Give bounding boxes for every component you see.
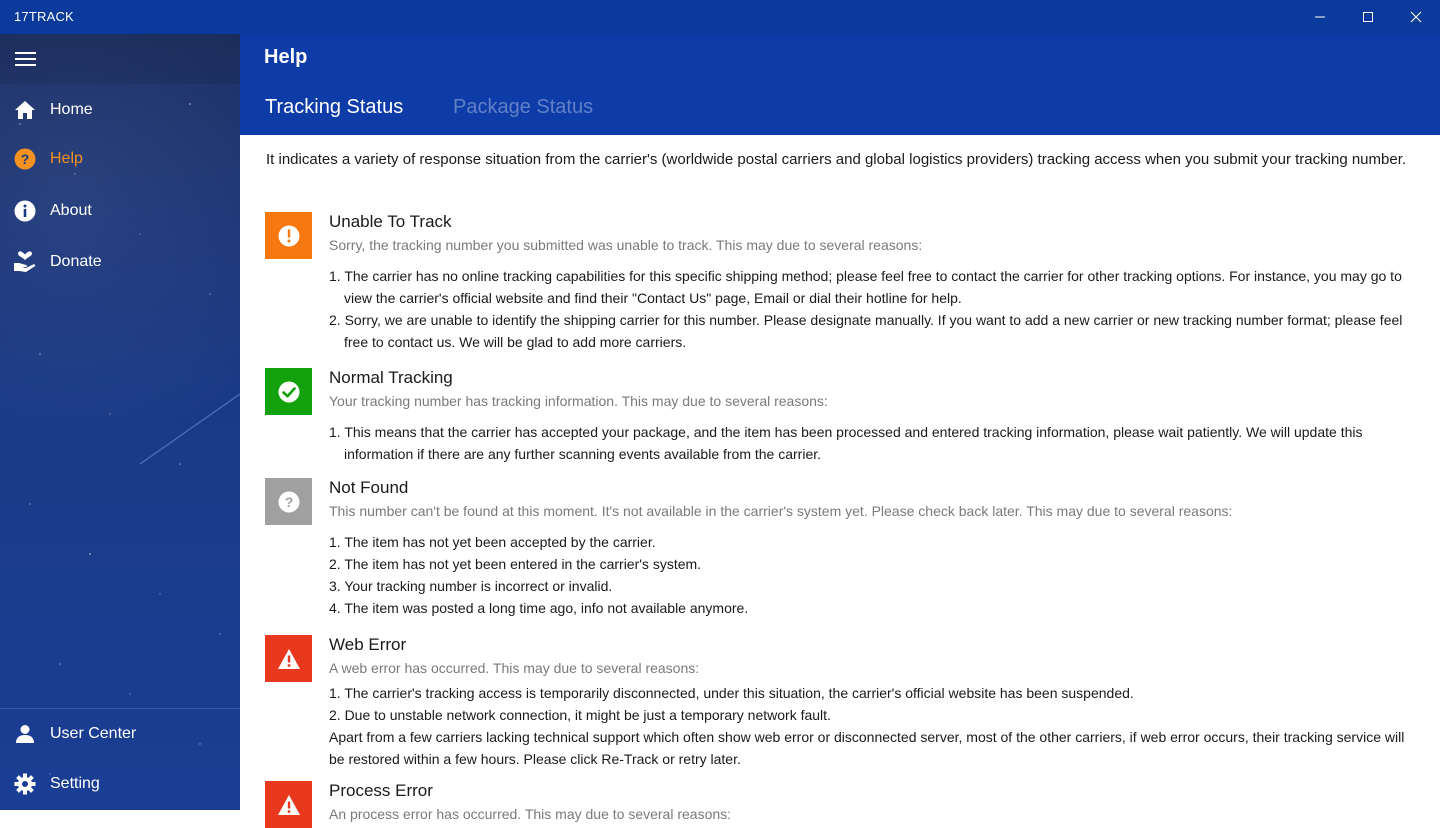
close-icon <box>1410 11 1422 23</box>
exclamation-icon <box>265 212 312 259</box>
question-icon <box>265 478 312 525</box>
donate-icon <box>12 249 38 275</box>
section-note: Apart from a few carriers lacking technical support which often show web error or disconnected server, most of the other carriers, if web error occurs, their tracking service will be restored within a few hours. Please click Re-Track or retry later. <box>329 729 1405 767</box>
list-item: 4. The item was posted a long time ago, info not available anymore. <box>329 600 749 616</box>
home-icon <box>12 97 38 123</box>
svg-text:?: ? <box>284 493 293 510</box>
list-item: 2. The item has not yet been entered in the carrier's system. <box>329 556 702 572</box>
minimize-icon <box>1314 11 1326 23</box>
page-header <box>240 34 1440 135</box>
sidebar <box>0 34 240 810</box>
section-title: Normal Tracking <box>329 368 453 387</box>
sidebar-item-donate[interactable] <box>0 238 240 286</box>
section-subtitle: A web error has occurred. This may due to several reasons: <box>329 660 700 676</box>
sidebar-item-label: About <box>50 202 92 219</box>
sidebar-item-about[interactable] <box>0 187 240 235</box>
close-button[interactable] <box>1392 0 1440 34</box>
warning-icon <box>265 781 312 828</box>
sidebar-item-user-center[interactable] <box>0 710 240 758</box>
section-subtitle: An process error has occurred. This may due to several reasons: <box>329 806 732 822</box>
gear-icon <box>12 771 38 797</box>
tab-package-status[interactable]: Package Status <box>453 96 594 118</box>
title-bar <box>0 0 1440 34</box>
hamburger-menu-button[interactable] <box>0 34 240 84</box>
help-content[interactable] <box>240 135 1440 822</box>
tab-tracking-status[interactable]: Tracking Status <box>265 96 404 118</box>
reason-list <box>329 421 1414 465</box>
list-item: 3. Your tracking number is incorrect or invalid. <box>329 578 613 594</box>
user-icon <box>12 721 38 747</box>
app-title: 17TRACK <box>14 9 74 24</box>
reason-list <box>329 682 1414 726</box>
info-icon <box>12 198 38 224</box>
list-item: 2. Sorry, we are unable to identify the shipping carrier for this number. Please designate manually. If you want to add a new carrier or new tracking number format; please feel free to contact us. We will be glad to add more carriers. <box>329 312 1403 350</box>
maximize-button[interactable] <box>1344 0 1392 34</box>
list-item: 1. This means that the carrier has accepted your package, and the item has been processed and entered tracking information, please wait patiently. We will update this information if there are any further scanning events available from the carrier. <box>329 424 1363 462</box>
sidebar-divider <box>0 708 240 709</box>
sidebar-item-label: Setting <box>50 775 100 792</box>
sidebar-item-label: Help <box>50 150 83 167</box>
list-item: 1. The item has not yet been accepted by the carrier. <box>329 534 656 550</box>
minimize-button[interactable] <box>1296 0 1344 34</box>
page-title: Help <box>264 46 308 68</box>
list-item: 1. The carrier's tracking access is temporarily disconnected, under this situation, the carrier's official website has been suspended. <box>329 685 1134 701</box>
hamburger-icon <box>15 51 37 67</box>
warning-icon <box>265 635 312 682</box>
section-title: Process Error <box>329 781 433 800</box>
section-title: Web Error <box>329 635 407 654</box>
svg-text:?: ? <box>20 151 30 167</box>
reason-list <box>329 265 1414 353</box>
help-icon <box>12 146 38 172</box>
section-subtitle: Sorry, the tracking number you submitted was unable to track. This may due to several reasons: <box>329 237 923 253</box>
sidebar-item-label: Home <box>50 101 93 118</box>
section-title: Not Found <box>329 478 409 497</box>
section-title: Unable To Track <box>329 212 452 231</box>
list-item: 2. Due to unstable network connection, it might be just a temporary network fault. <box>329 707 831 723</box>
section-subtitle: This number can't be found at this moment. It's not available in the carrier's system yet. Please check back later. This may due to several reasons: <box>329 503 1233 519</box>
sidebar-item-label: User Center <box>50 725 137 742</box>
sidebar-item-help[interactable] <box>0 135 240 183</box>
reason-list <box>329 531 1414 619</box>
sidebar-item-home[interactable] <box>0 86 240 134</box>
check-icon <box>265 368 312 415</box>
sidebar-item-setting[interactable] <box>0 760 240 808</box>
section-subtitle: Your tracking number has tracking information. This may due to several reasons: <box>329 393 828 409</box>
list-item: 1. The carrier has no online tracking capabilities for this specific shipping method; please feel free to contact the carrier for other tracking options. For instance, you may go to view the carrier's official website and find their "Contact Us" page, Email or dial their hotline for help. <box>329 268 1402 306</box>
maximize-icon <box>1362 11 1374 23</box>
sidebar-item-label: Donate <box>50 253 102 270</box>
intro-text: It indicates a variety of response situation from the carrier's (worldwide postal carriers and global logistics providers) tracking access when you submit your tracking number. <box>266 151 1407 168</box>
